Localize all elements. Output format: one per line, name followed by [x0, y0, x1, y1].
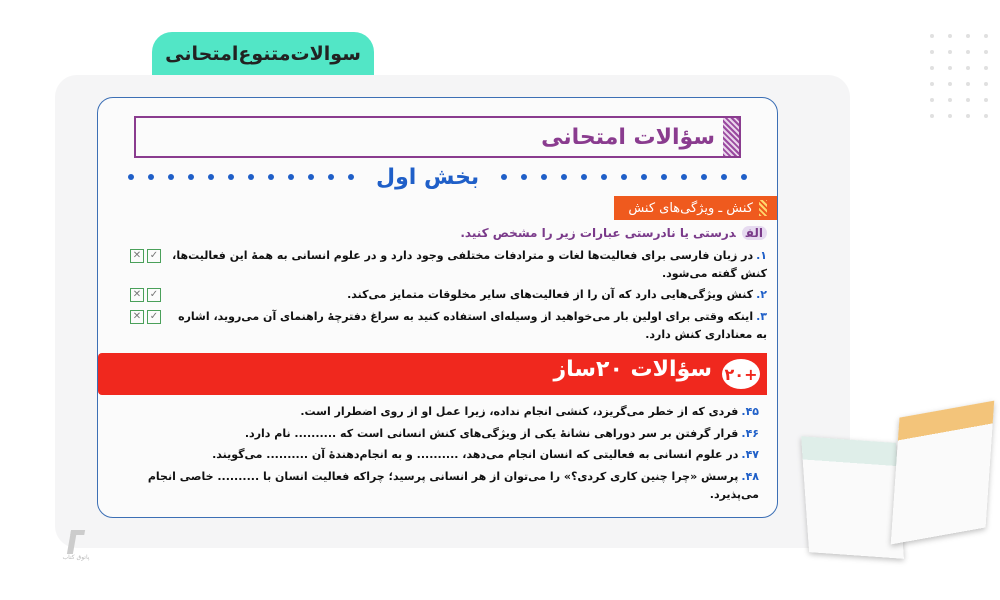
- brand-logo: پاتوق کتاب: [56, 530, 96, 561]
- question: ۴۶.قرار گرفتن بر سر دوراهی نشانهٔ یکی از ویژگی‌های کنش انسانی است که .......... نام دارد.: [244, 426, 759, 440]
- book-image: [800, 400, 995, 570]
- tf-row: [108, 286, 767, 304]
- hatch-decoration: [723, 118, 739, 156]
- tf-boxes: ✓ ✕: [130, 310, 161, 324]
- question: ۴۷.در علوم انسانی به فعالیتی که انسان انجام می‌دهد، .......... و به انجام‌دهندهٔ آن .......... می‌گویند.: [212, 448, 759, 462]
- banner-badge: +۲۰: [719, 356, 763, 392]
- tf-boxes: ✓ ✕: [130, 249, 161, 263]
- banner-title: سؤالات ۲۰ساز: [553, 357, 712, 383]
- topic-label: کنش ـ ویژگی‌های کنش: [614, 196, 777, 220]
- tf-question: ۱.در زبان فارسی برای فعالیت‌ها لغات و مترادفات مختلفی وجود دارد و در علوم انسانی به همهٔ این فعالیت‌ها، کنش گفته می‌شود.: [172, 249, 767, 280]
- decorative-dot-grid: [930, 34, 990, 118]
- tf-question: ۳.اینکه وقتی برای اولین بار می‌خواهید از وسیله‌ای استفاده کنید به سراغ دفترچهٔ راهنمای آن می‌روید، اشاره به معناداری کنش دارد.: [178, 309, 767, 341]
- tf-boxes: ✓ ✕: [130, 288, 161, 302]
- tf-question: ۲.کنش ویژگی‌هایی دارد که آن را از فعالیت‌های سایر مخلوقات متمایز می‌کند.: [347, 288, 767, 302]
- question: ۴۸.پرسش «چرا چنین کاری کردی؟» را می‌توان از هر انسانی پرسید؛ چراکه فعالیت انسان با .......... خاصی انجام می‌پذیرد.: [147, 469, 759, 501]
- instruction: الفدرستی یا نادرستی عبارات زیر را مشخص کنید.: [108, 224, 767, 243]
- section-title: بخش اول: [376, 164, 480, 190]
- tf-row: [108, 308, 767, 343]
- content-card: [55, 75, 850, 548]
- page-title: سؤالات امتحانی: [541, 124, 715, 150]
- tf-row: [108, 247, 767, 282]
- title-box: [134, 116, 741, 158]
- header-title: سوالات‌متنوع‌امتحانی: [152, 32, 374, 76]
- questions-banner: [98, 353, 767, 395]
- section-divider: [128, 162, 747, 192]
- book-page-scan: [97, 97, 778, 518]
- question: ۴۵.فردی که از خطر می‌گریزد، کنشی انجام نداده، زیرا عمل او از روی اضطرار است.: [300, 405, 759, 419]
